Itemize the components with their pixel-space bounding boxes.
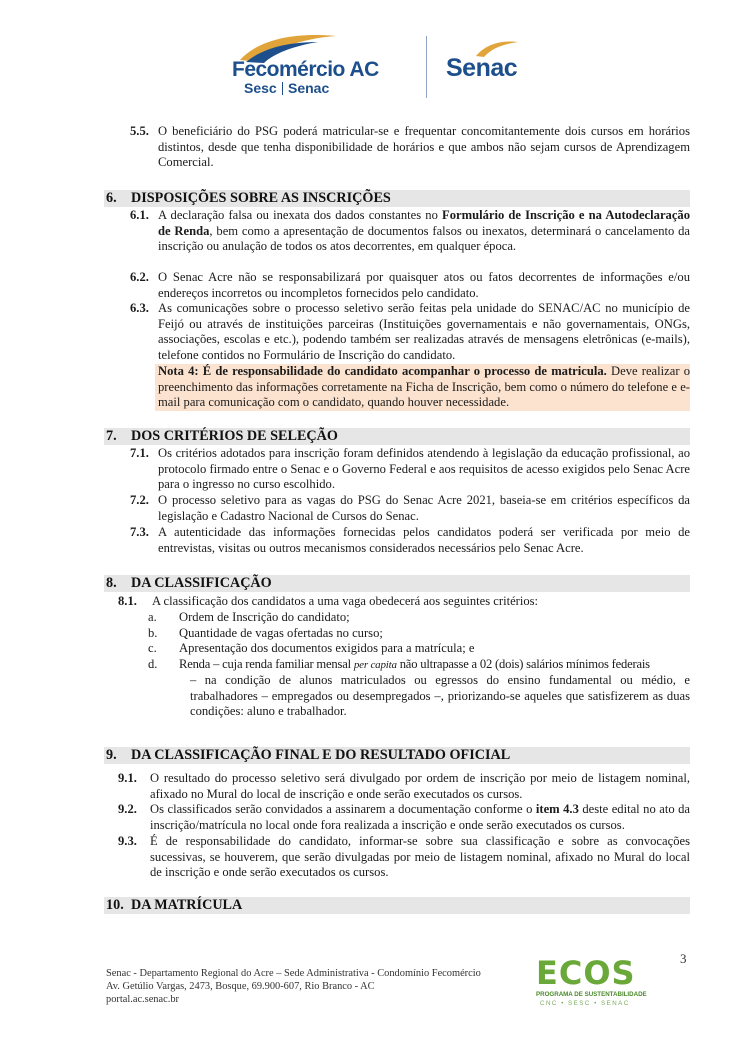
list-item: Quantidade de vagas ofertadas no curso;	[179, 626, 383, 640]
italic-run: per capita	[353, 659, 397, 671]
item-number: 8.1.	[118, 594, 137, 608]
text-run: não ultrapasse a 02 (dois) salários mínimos federais	[396, 657, 650, 671]
list-letter: d.	[148, 657, 158, 671]
paragraph-7-2: O processo seletivo para as vagas do PSG do Senac Acre 2021, baseia-se em critérios específicos da legislação e Cadastro Nacional de Cursos do Senac.	[158, 493, 690, 523]
bold-run: item 4.3	[535, 802, 579, 816]
footer-website: portal.ac.senac.br	[106, 994, 179, 1005]
item-number: 7.1.	[130, 446, 149, 460]
item-number: 6.3.	[130, 301, 149, 315]
section-title: DA CLASSIFICAÇÃO	[131, 575, 272, 591]
text-run: Renda – cuja renda familiar mensal	[179, 657, 354, 671]
section-title: DISPOSIÇÕES SOBRE AS INSCRIÇÕES	[131, 190, 391, 206]
item-number: 7.2.	[130, 493, 149, 507]
section-title: DOS CRITÉRIOS DE SELEÇÃO	[131, 428, 338, 444]
section-heading-6	[104, 190, 690, 207]
paragraph-9-1: O resultado do processo seletivo será divulgado por ordem de inscrição por meio de listagem nominal, afixado no Mural do local de inscrição e onde serão executados os cursos.	[150, 771, 690, 801]
paragraph-7-1: Os critérios adotados para inscrição foram definidos atendendo à legislação da educação profissional, ao protocolo firmado entre o Senac e o Governo Federal e aos requisitos de acesso exigidos pelo Senac Acre para o ingresso no curso escolhido.	[158, 446, 690, 492]
note-4-highlight	[155, 364, 690, 411]
ecos-partners: CNC • SESC • SENAC	[540, 1000, 630, 1007]
paragraph-6-2: O Senac Acre não se responsabilizará por quaisquer atos ou fatos decorrentes de informações e/ou endereços incorretos ou incompletos fornecidos pelo candidato.	[158, 270, 690, 300]
fecomercio-sub-sesc: Sesc	[244, 80, 277, 96]
section-heading-7	[104, 428, 690, 445]
fecomercio-sub-divider	[282, 82, 283, 95]
section-title: DA MATRÍCULA	[131, 897, 243, 913]
list-letter: a.	[148, 610, 157, 624]
paragraph-6-1	[158, 208, 690, 255]
senac-logo	[446, 38, 526, 88]
item-number: 6.2.	[130, 270, 149, 284]
paragraph-9-3: É de responsabilidade do candidato, informar-se sobre sua classificação e sobre as convocações sucessivas, se houverem, que serão divulgadas por meio de listagem nominal, afixado no Mural do local de inscrição e onde serão executados os cursos.	[150, 834, 690, 880]
note-4-text: Deve realizar o preenchimento das informações corretamente na Ficha de Inscrição, bem como o número do telefone e e-mail para comunicação com o candidato, quando houver necessidade.	[158, 364, 691, 410]
text-run: A declaração falsa ou inexata dos dados constantes no	[158, 208, 443, 222]
bold-run: Formulário de Inscrição e na Autodeclaração de Renda	[158, 208, 691, 238]
section-number: 9.	[106, 747, 117, 763]
ecos-title: ECOS	[536, 954, 636, 992]
section-number: 6.	[106, 190, 117, 206]
section-title: DA CLASSIFICAÇÃO FINAL E DO RESULTADO OFICIAL	[131, 747, 511, 763]
footer-address-line-1: Senac - Departamento Regional do Acre – Sede Administrativa - Condomínio Fecomércio	[106, 968, 481, 979]
item-number: 6.1.	[130, 208, 149, 222]
section-heading-9	[104, 747, 690, 764]
list-letter: c.	[148, 641, 157, 655]
list-item: Apresentação dos documentos exigidos para a matrícula; e	[179, 641, 475, 655]
paragraph-9-2	[150, 802, 690, 833]
item-number: 9.1.	[118, 771, 137, 785]
text-run: , bem como a apresentação de documentos falsos ou inexatos, determinará o cancelamento da inscrição ou anulação de todos os atos decorrentes, em qualquer época.	[158, 223, 691, 254]
list-item	[179, 657, 650, 674]
text-run: deste edital no ato da inscrição/matrícula no local onde fora realizada a inscrição e onde serão executados os cursos.	[150, 802, 690, 832]
header-divider	[426, 36, 427, 98]
paragraph-5-5: O beneficiário do PSG poderá matricular-se e frequentar concomitantemente dois cursos em horários distintos, desde que tenha disponibilidade de horários e que ambos não sejam cursos de Aprendizagem Comercial.	[158, 124, 690, 170]
section-number: 10.	[106, 897, 124, 913]
list-item: Ordem de Inscrição do candidato;	[179, 610, 350, 624]
item-number: 5.5.	[130, 124, 149, 138]
text-run: Os classificados serão convidados a assinarem a documentação conforme o	[150, 802, 536, 816]
paragraph-6-3: As comunicações sobre o processo seletivo serão feitas pela unidade do SENAC/AC no município de Feijó ou através de instituições parceiras (Instituições governamentais e não governamentais, ONGs, associações, escolas e etc.), podendo também ser realizadas através de mensagens eletrônicas (e-mails), telefone contidos no Formulário de Inscrição do candidato.	[158, 301, 690, 362]
footer-address-line-2: Av. Getúlio Vargas, 2473, Bosque, 69.900-607, Rio Branco - AC	[106, 981, 375, 992]
page-number: 3	[680, 951, 687, 966]
ecos-subtitle: PROGRAMA DE SUSTENTABILIDADE	[536, 991, 647, 998]
item-number: 9.3.	[118, 834, 137, 848]
list-item-continuation: – na condição de alunos matriculados ou egressos do ensino fundamental ou médio, e trabalhadores – empregados ou desempregados –, priorizando-se aqueles que satisfizerem as duas condições: aluno e trabalhador.	[190, 673, 690, 719]
fecomercio-brand: Fecomércio AC	[232, 58, 379, 81]
paragraph-8-1: A classificação dos candidatos a uma vaga obedecerá aos seguintes critérios:	[152, 594, 539, 608]
item-number: 9.2.	[118, 802, 137, 816]
section-heading-10	[104, 897, 690, 914]
paragraph-7-3: A autenticidade das informações fornecidas pelos candidatos poderá ser verificada por meio de entrevistas, visitas ou outros mecanismos considerados necessários pelo Senac Acre.	[158, 525, 690, 555]
note-4-bold: Nota 4: É de responsabilidade do candidato acompanhar o processo de matricula.	[158, 364, 607, 378]
senac-brand: Senac	[446, 54, 518, 82]
item-number: 7.3.	[130, 525, 149, 539]
section-number: 8.	[106, 575, 117, 591]
ecos-logo	[534, 954, 647, 1014]
list-letter: b.	[148, 626, 158, 640]
section-heading-8	[104, 575, 690, 592]
section-number: 7.	[106, 428, 117, 444]
fecomercio-logo	[232, 30, 402, 100]
fecomercio-sub-senac: Senac	[288, 80, 330, 96]
